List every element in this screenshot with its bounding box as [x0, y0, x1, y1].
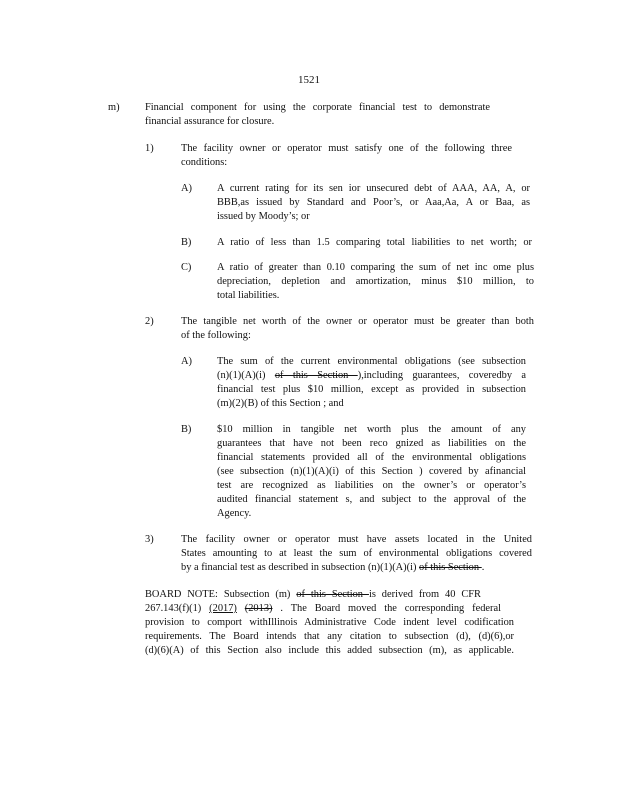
board-note-line — [145, 588, 481, 602]
struck-text: (2013) — [244, 603, 273, 614]
item1-subA-line: A current rating for its sen ior unsecured debt of AAA, AA, A, or — [217, 183, 530, 194]
note-text: . The Board moved the corresponding federal — [280, 603, 501, 614]
item1-subA-label: A) — [181, 183, 192, 194]
item2-subA-label: A) — [181, 356, 192, 367]
item1-subC-line: depreciation, depletion and amortization, minus $10 million, to — [217, 276, 534, 287]
board-note — [145, 588, 514, 658]
struck-text: of this Section — [296, 589, 369, 600]
item1-subC-label: C) — [181, 262, 192, 273]
item2-subB-label: B) — [181, 424, 192, 435]
item1-subC-line: A ratio of greater than 0.10 comparing the sum of net inc ome plus — [217, 262, 534, 273]
item2-subB-line: financial statements provided all of the environmental obligations — [217, 452, 526, 463]
item1-subB-label: B) — [181, 237, 192, 248]
item1-subB-text — [217, 236, 532, 250]
board-note-line: requirements. The Board intends that any citation to subsection (d), (d)(6),or — [145, 631, 514, 642]
item1-subC-text — [217, 261, 534, 303]
item2-line: of the following: — [181, 330, 251, 341]
item2-text — [181, 315, 534, 343]
citation-text: (n)(1)(A)(i) — [217, 370, 275, 381]
item2-subA-line: financial test plus $10 million, except as provided in subsection — [217, 384, 526, 395]
item1-subA-text — [217, 182, 530, 224]
note-text: is derived from 40 CFR — [368, 589, 481, 600]
citation-text: by a financial test as described in subsection (n)(1)(A)(i) — [181, 562, 420, 573]
item2-label: 2) — [145, 316, 154, 327]
item1-line: The facility owner or operator must satisfy one of the following three — [181, 143, 512, 154]
item3-label: 3) — [145, 534, 154, 545]
item2-subA-line: (m)(2)(B) of this Section ; and — [217, 398, 344, 409]
board-note-line: provision to comport withIllinois Administrative Code indent level codification — [145, 617, 514, 628]
item2-subB-line: Agency. — [217, 508, 252, 519]
item1-subA-line: BBB,as issued by Standard and Poor’s, or Aaa,Aa, A or Baa, as — [217, 197, 530, 208]
item2-subB-line: audited financial statement s, and subject to the approval of the — [217, 494, 526, 505]
item3-text — [181, 533, 532, 575]
citation-text: . — [481, 562, 485, 573]
section-heading-line: Financial component for using the corporate financial test to demonstrate — [145, 102, 490, 113]
section-heading-line: financial assurance for closure. — [145, 116, 275, 127]
citation-text: ),including guarantees, coveredby a — [357, 370, 527, 381]
section-heading — [145, 101, 490, 129]
item1-line: conditions: — [181, 157, 228, 168]
note-text: BOARD NOTE: Subsection (m) — [145, 589, 297, 600]
item1-subC-line: total liabilities. — [217, 290, 280, 301]
item2-subB-line: test are recognized as liabilities on the owner’s or operator’s — [217, 480, 526, 491]
item2-subA-line — [217, 369, 526, 383]
item1-label: 1) — [145, 143, 154, 154]
item3-line: States amounting to at least the sum of environmental obligations covered — [181, 548, 532, 559]
inserted-text: (2017) — [209, 603, 237, 614]
item3-line: The facility owner or operator must have assets located in the United — [181, 534, 532, 545]
item2-subB-line: guarantees that have not been reco gnized as liabilities on the — [217, 438, 526, 449]
item2-subA-line: The sum of the current environmental obligations (see subsection — [217, 356, 526, 367]
item1-subB-line: A ratio of less than 1.5 comparing total liabilities to net worth; or — [217, 237, 532, 248]
page-number: 1521 — [298, 74, 320, 86]
board-note-line: (d)(6)(A) of this Section also include this added subsection (m), as applicable. — [145, 645, 514, 656]
item2-subB-text — [217, 423, 526, 521]
struck-text: of this Section — [419, 562, 482, 573]
item1-subA-line: issued by Moody’s; or — [217, 211, 310, 222]
item2-subA-text — [217, 355, 526, 411]
item2-subB-line: $10 million in tangible net worth plus the amount of any — [217, 424, 526, 435]
item2-line: The tangible net worth of the owner or operator must be greater than both — [181, 316, 534, 327]
item3-line — [181, 561, 532, 575]
note-text: 267.143(f)(1) — [145, 603, 210, 614]
section-label: m) — [108, 102, 120, 113]
struck-text: of this Section — [274, 370, 358, 381]
item1-text — [181, 142, 512, 170]
board-note-line — [145, 602, 501, 616]
item2-subB-line: (see subsection (n)(1)(A)(i) of this Section ) covered by afinancial — [217, 466, 526, 477]
